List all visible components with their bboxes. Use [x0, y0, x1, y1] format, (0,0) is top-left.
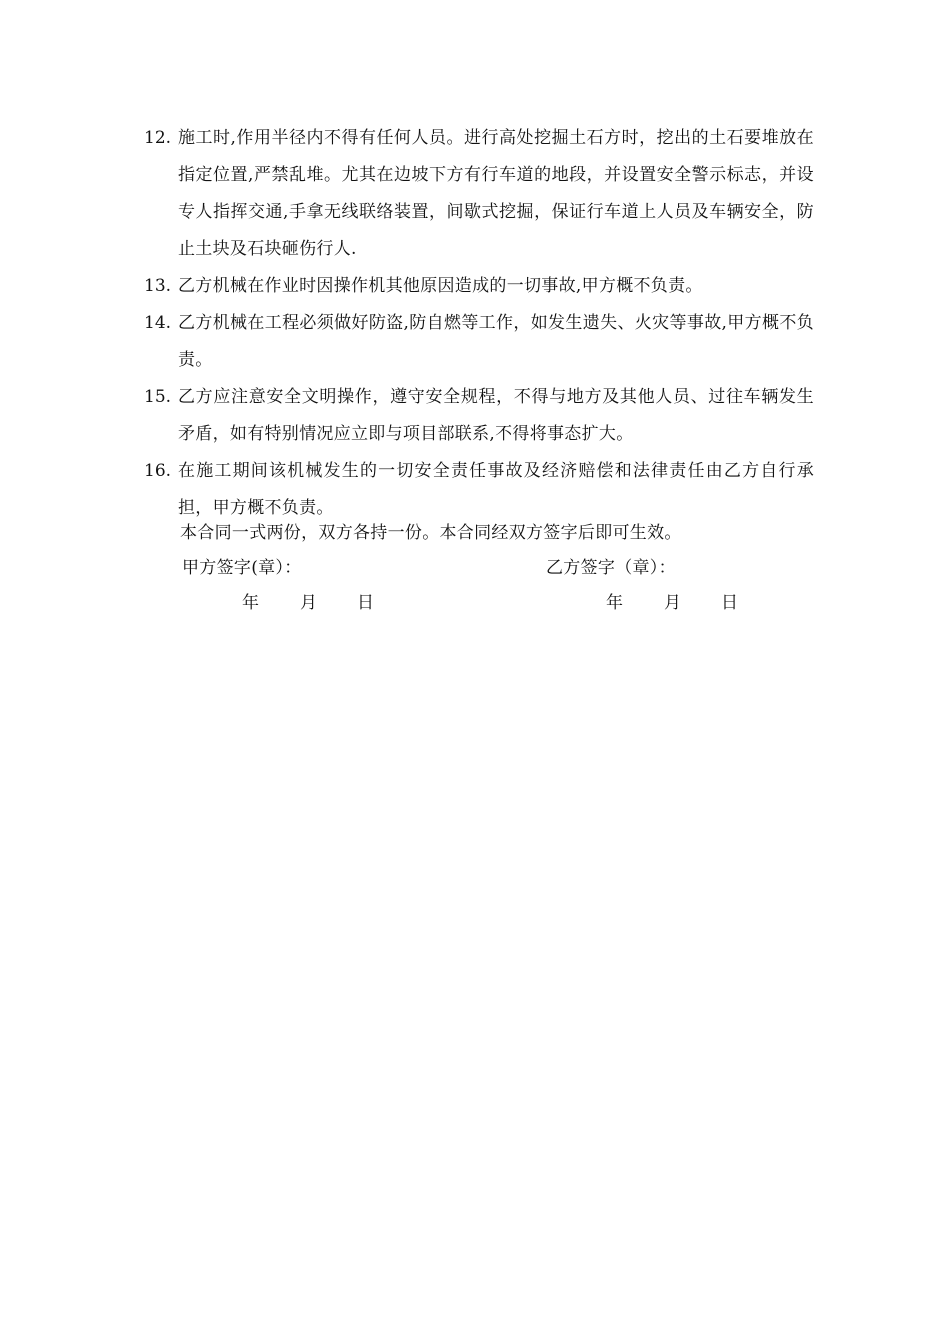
day-label: 日: [721, 593, 738, 613]
year-label: 年: [242, 593, 259, 613]
clause-15: [144, 379, 814, 453]
clause-13: [144, 268, 814, 305]
year-label: 年: [606, 593, 623, 613]
clause-text: 在施工期间该机械发生的一切安全责任事故及经济赔偿和法律责任由乙方自行承担，甲方概不负责。: [178, 461, 814, 518]
clause-number: 15.: [144, 387, 172, 407]
day-label: 日: [357, 593, 374, 613]
party-b-signature-label: 乙方签字（章）：: [546, 558, 676, 578]
clause-number: 14.: [144, 313, 172, 333]
closing-statement: 本合同一式两份，双方各持一份。本合同经双方签字后即可生效。: [180, 523, 682, 543]
clause-text: 乙方机械在工程必须做好防盗,防自燃等工作，如发生遗失、火灾等事故,甲方概不负责。: [178, 313, 814, 370]
clause-16: [144, 453, 814, 527]
clause-number: 16.: [144, 461, 172, 481]
clause-text: 乙方机械在作业时因操作机其他原因造成的一切事故,甲方概不负责。: [178, 276, 703, 296]
clause-12: [144, 120, 814, 268]
party-a-signature-label: 甲方签字(章）：: [182, 558, 302, 578]
clause-text: 乙方应注意安全文明操作，遵守安全规程，不得与地方及其他人员、过往车辆发生矛盾，如有特别情况应立即与项目部联系,不得将事态扩大。: [178, 387, 814, 444]
month-label: 月: [664, 593, 681, 613]
month-label: 月: [300, 593, 317, 613]
clause-number: 12.: [144, 128, 172, 148]
clause-number: 13.: [144, 276, 172, 296]
clause-14: [144, 305, 814, 379]
clause-text: 施工时,作用半径内不得有任何人员。进行高处挖掘土石方时，挖出的土石要堆放在指定位置,严禁乱堆。尤其在边坡下方有行车道的地段，并设置安全警示标志，并设专人指挥交通,手拿无线联络装置，间歇式挖掘，保证行车道上人员及车辆安全，防止土块及石块砸伤行人.: [178, 128, 814, 259]
